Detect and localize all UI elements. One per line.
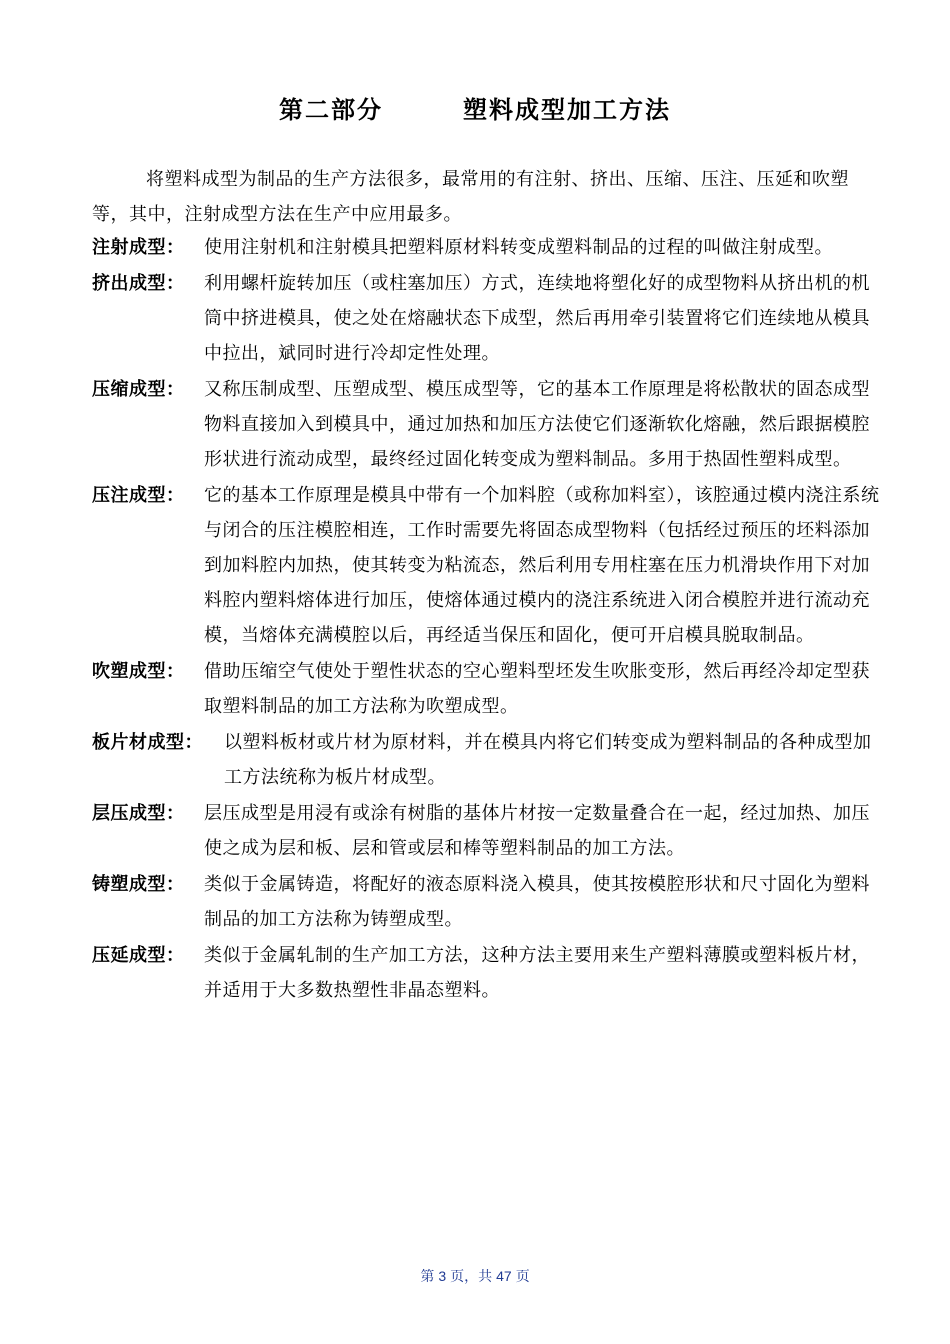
definition-item	[92, 867, 882, 937]
footer-total-pages: 47	[496, 1268, 512, 1284]
definition-list	[92, 230, 882, 1009]
definition-text: 又称压制成型、压塑成型、模压成型等，它的基本工作原理是将松散状的固态成型物料直接加入到模具中，通过加热和加压方法使它们逐渐软化熔融，然后跟据模腔形状进行流动成型，最终经过固化转变成为塑料制品。多用于热固性塑料成型。	[204, 379, 870, 470]
definition-item	[92, 938, 882, 1008]
definition-term: 铸塑成型：	[92, 874, 185, 895]
definition-term: 吹塑成型：	[92, 661, 185, 682]
intro-paragraph: 将塑料成型为制品的生产方法很多，最常用的有注射、挤出、压缩、压注、压延和吹塑等，其中，注射成型方法在生产中应用最多。	[92, 169, 849, 225]
definition-term: 层压成型：	[92, 803, 185, 824]
definition-item	[92, 796, 882, 866]
definition-term: 注射成型：	[92, 237, 185, 258]
footer-suffix: 页	[515, 1269, 530, 1285]
definition-text: 借助压缩空气使处于塑性状态的空心塑料型坯发生吹胀变形，然后再经冷却定型获取塑料制品的加工方法称为吹塑成型。	[204, 661, 870, 717]
definition-term: 挤出成型：	[92, 273, 185, 294]
definition-text: 它的基本工作原理是模具中带有一个加料腔（或称加料室），该腔通过模内浇注系统与闭合的压注模腔相连，工作时需要先将固态成型物料（包括经过预压的坯料添加到加料腔内加热，使其转变为粘流态，然后利用专用柱塞在压力机滑块作用下对加料腔内塑料熔体进行加压，使熔体通过模内的浇注系统进入闭合模腔并进行流动充模，当熔体充满模腔以后，再经适当保压和固化，便可开启模具脱取制品。	[204, 485, 880, 646]
definition-term: 压缩成型：	[92, 379, 185, 400]
definition-item	[92, 725, 882, 795]
footer-prefix: 第	[420, 1269, 435, 1285]
definition-term: 板片材成型：	[92, 732, 203, 753]
definition-item	[92, 372, 882, 477]
definition-item	[92, 654, 882, 724]
definition-item	[92, 266, 882, 371]
definition-term: 压延成型：	[92, 945, 185, 966]
definition-text: 类似于金属铸造，将配好的液态原料浇入模具，使其按模腔形状和尺寸固化为塑料制品的加工方法称为铸塑成型。	[204, 874, 870, 930]
title-subject: 塑料成型加工方法	[463, 96, 671, 124]
definition-text: 以塑料板材或片材为原材料，并在模具内将它们转变成为塑料制品的各种成型加工方法统称为板片材成型。	[224, 732, 872, 788]
definition-text: 利用螺杆旋转加压（或柱塞加压）方式，连续地将塑化好的成型物料从挤出机的机筒中挤进模具，使之处在熔融状态下成型，然后再用牵引装置将它们连续地从模具中拉出，斌同时进行冷却定性处理。	[204, 273, 870, 364]
definition-text: 类似于金属轧制的生产加工方法，这种方法主要用来生产塑料薄膜或塑料板片材，并适用于大多数热塑性非晶态塑料。	[204, 945, 870, 1001]
page-title	[0, 90, 950, 125]
definition-item	[92, 230, 882, 265]
title-part: 第二部分	[279, 96, 383, 124]
footer-page-number: 3	[438, 1268, 447, 1284]
definition-text: 层压成型是用浸有或涂有树脂的基体片材按一定数量叠合在一起，经过加热、加压使之成为层和板、层和管或层和棒等塑料制品的加工方法。	[204, 803, 870, 859]
page-footer	[0, 1266, 950, 1286]
definition-text: 使用注射机和注射模具把塑料原材料转变成塑料制品的过程的叫做注射成型。	[204, 237, 833, 258]
definition-term: 压注成型：	[92, 485, 185, 506]
footer-middle: 页，共	[450, 1269, 493, 1285]
definition-item	[92, 478, 882, 653]
